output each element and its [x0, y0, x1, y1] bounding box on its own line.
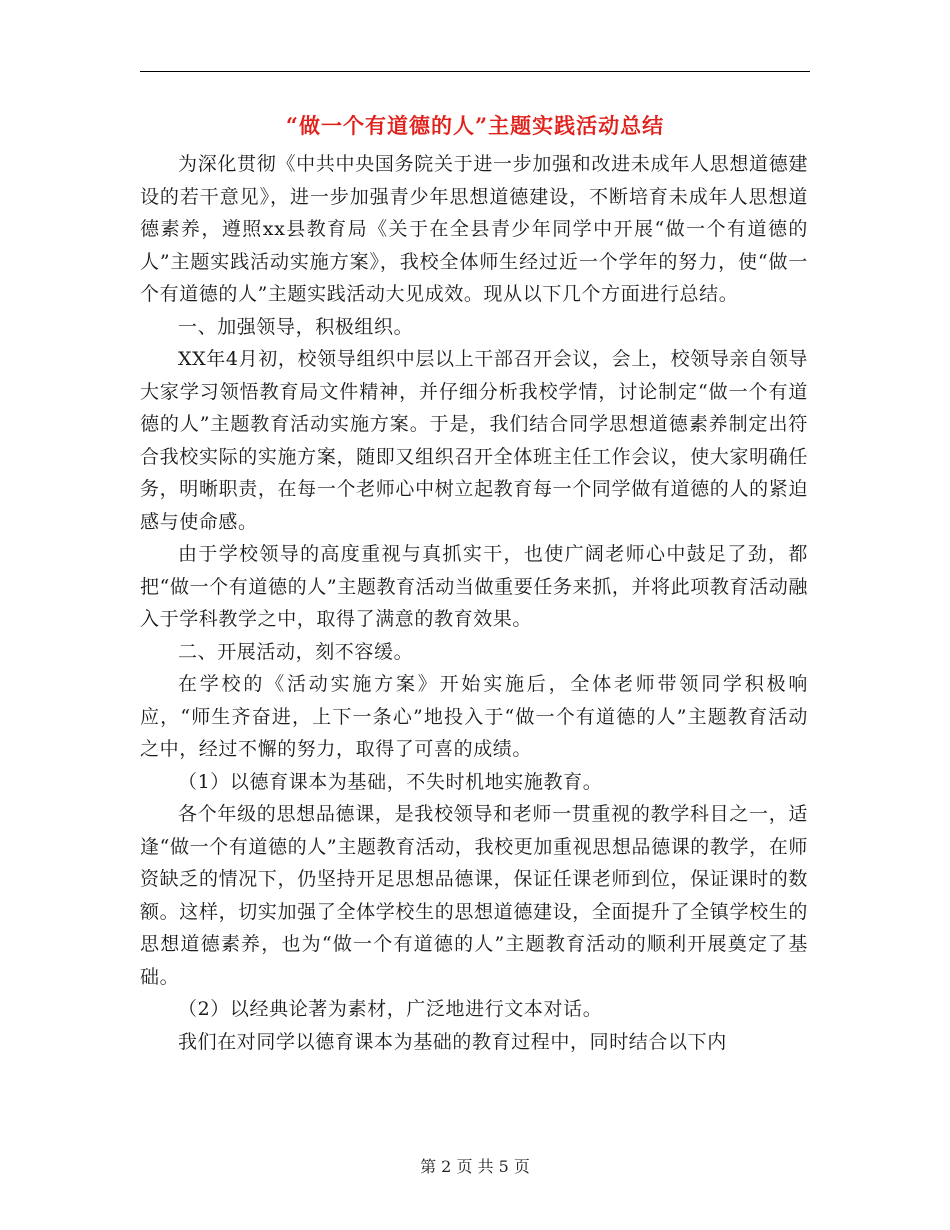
paragraph: XX年4月初，校领导组织中层以上干部召开会议，会上，校领导亲自领导大家学习领悟教育局文件精神，并仔细分析我校学情，讨论制定“做一个有道德的人”主题教育活动实施方案。于是，我们结合同学思想道德素养制定出符合我校实际的实施方案，随即又组织召开全体班主任工作会议，使大家明确任务，明晰职责，在每一个老师心中树立起教育每一个同学做有道德的人的紧迫感与使命感。	[140, 348, 808, 533]
page-number: 第 2 页 共 5 页	[420, 1157, 530, 1176]
document-body	[140, 148, 808, 1058]
paragraph: 我们在对同学以德育课本为基础的教育过程中，同时结合以下内	[178, 1030, 727, 1053]
paragraph: 各个年级的思想品德课，是我校领导和老师一贯重视的教学科目之一，适逢“做一个有道德的人”主题教育活动，我校更加重视思想品德课的教学，在师资缺乏的情况下，仍坚持开足思想品德课，保证任课老师到位，保证课时的数额。这样，切实加强了全体学校生的思想道德建设，全面提升了全镇学校生的思想道德素养，也为“做一个有道德的人”主题教育活动的顺利开展奠定了基础。	[140, 803, 808, 988]
paragraph-intro: 为深化贯彻《中共中央国务院关于进一步加强和改进未成年人思想道德建设的若干意见》，进一步加强青少年思想道德建设，不断培育未成年人思想道德素养，遵照xx县教育局《关于在全县青少年同学中开展“做一个有道德的人”主题实践活动实施方案》，我校全体师生经过近一个学年的努力，使“做一个有道德的人”主题实践活动大见成效。现从以下几个方面进行总结。	[140, 153, 808, 305]
document-title: “做一个有道德的人”主题实践活动总结	[285, 113, 665, 138]
header-rule	[140, 71, 810, 72]
section-heading-2: 二、开展活动，刻不容缓。	[178, 640, 414, 663]
paragraph: 由于学校领导的高度重视与真抓实干，也使广阔老师心中鼓足了劲，都把“做一个有道德的人”主题教育活动当做重要任务来抓，并将此项教育活动融入于学科教学之中，取得了满意的教育效果。	[140, 543, 808, 630]
sub-heading-2: （2）以经典论著为素材，广泛地进行文本对话。	[178, 998, 603, 1020]
paragraph: 在学校的《活动实施方案》开始实施后，全体老师带领同学积极响应，“师生齐奋进，上下一条心”地投入于“做一个有道德的人”主题教育活动之中，经过不懈的努力，取得了可喜的成绩。	[140, 673, 808, 760]
section-heading-1: 一、加强领导，积极组织。	[178, 315, 414, 338]
sub-heading-1: （1）以德育课本为基础，不失时机地实施教育。	[178, 770, 603, 793]
